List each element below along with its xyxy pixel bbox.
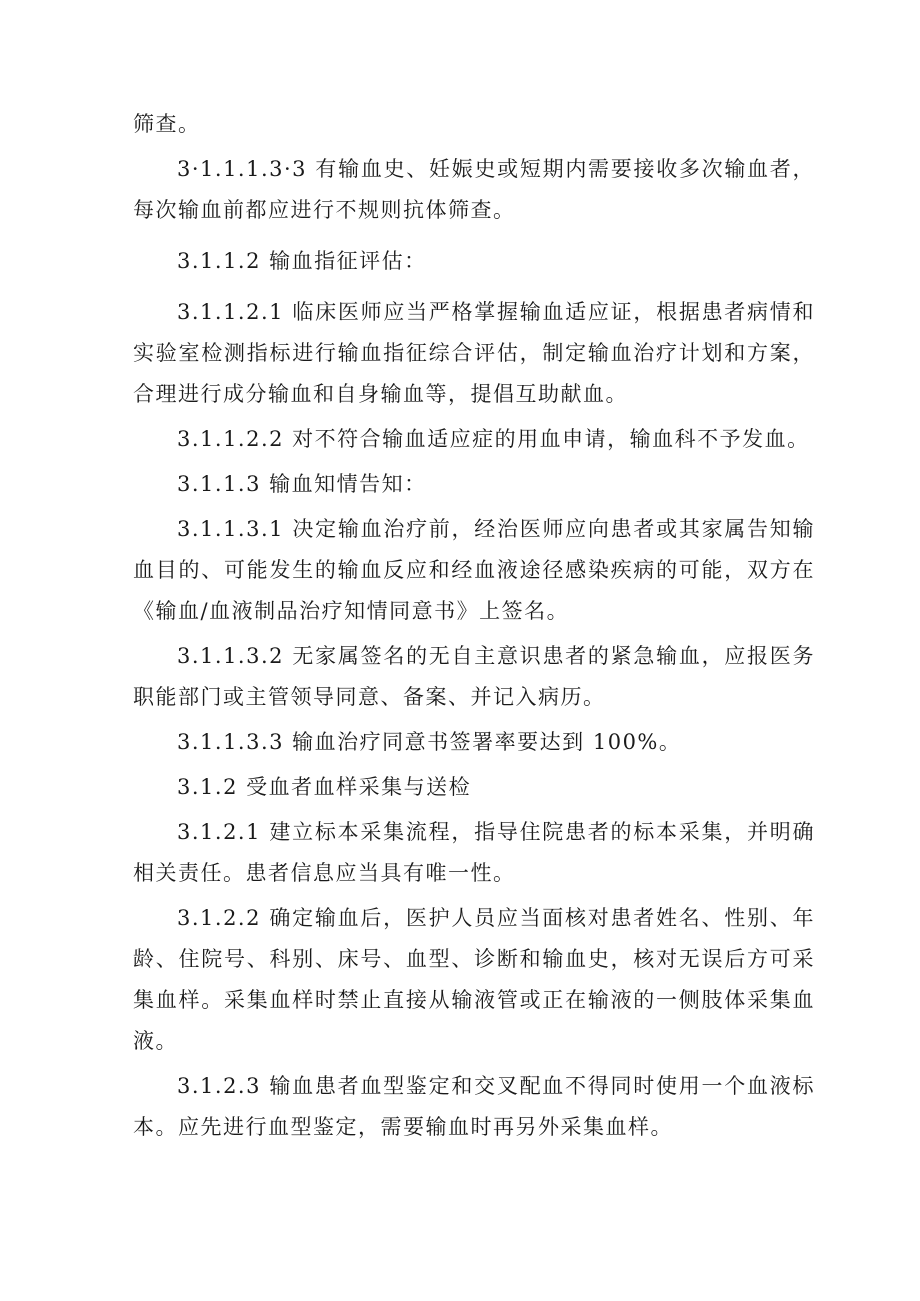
paragraph-3-1-1-2-1: 3.1.1.2.1 临床医师应当严格掌握输血适应证，根据患者病情和实验室检测指标进行输血指征综合评估，制定输血治疗计划和方案，合理进行成分输血和自身输血等，提倡互助献血。 — [133, 300, 815, 406]
paragraph-3-1-1-3-3: 3.1.1.3.3 输血治疗同意书签署率要达到 100%。 — [177, 730, 682, 754]
paragraph-continuation: 筛查。 — [133, 112, 201, 136]
heading-3-1-2: 3.1.2 受血者血样采集与送检 — [177, 775, 472, 799]
paragraph-3-1-1-3-1: 3.1.1.3.1 决定输血治疗前，经治医师应向患者或其家属告知输血目的、可能发生的输血反应和经血液途径感染疾病的可能，双方在《输血/血液制品治疗知情同意书》上签名。 — [133, 517, 815, 623]
paragraph-3-1-2-2: 3.1.2.2 确定输血后，医护人员应当面核对患者姓名、性别、年龄、住院号、科别、床号、血型、诊断和输血史，核对无误后方可采集血样。采集血样时禁止直接从输液管或正在输液的一侧肢体采集血液。 — [133, 906, 815, 1053]
paragraph-3-1-2-1: 3.1.2.1 建立标本采集流程，指导住院患者的标本采集，并明确相关责任。患者信息应当具有唯一性。 — [133, 820, 815, 885]
paragraph-3-1-1-1-3-3: 3·1.1.1.3·3 有输血史、妊娠史或短期内需要接收多次输血者，每次输血前都应进行不规则抗体筛查。 — [133, 157, 815, 222]
heading-3-1-1-3: 3.1.1.3 输血知情告知： — [177, 472, 427, 496]
paragraph-3-1-2-3: 3.1.2.3 输血患者血型鉴定和交叉配血不得同时使用一个血液标本。应先进行血型鉴定，需要输血时再另外采集血样。 — [133, 1074, 815, 1139]
paragraph-3-1-1-2-2: 3.1.1.2.2 对不符合输血适应症的用血申请，输血科不予发血。 — [177, 427, 810, 451]
paragraph-3-1-1-3-2: 3.1.1.3.2 无家属签名的无自主意识患者的紧急输血，应报医务职能部门或主管领导同意、备案、并记入病历。 — [133, 644, 815, 709]
document-body — [133, 104, 815, 1152]
heading-3-1-1-2: 3.1.1.2 输血指征评估： — [177, 249, 427, 273]
